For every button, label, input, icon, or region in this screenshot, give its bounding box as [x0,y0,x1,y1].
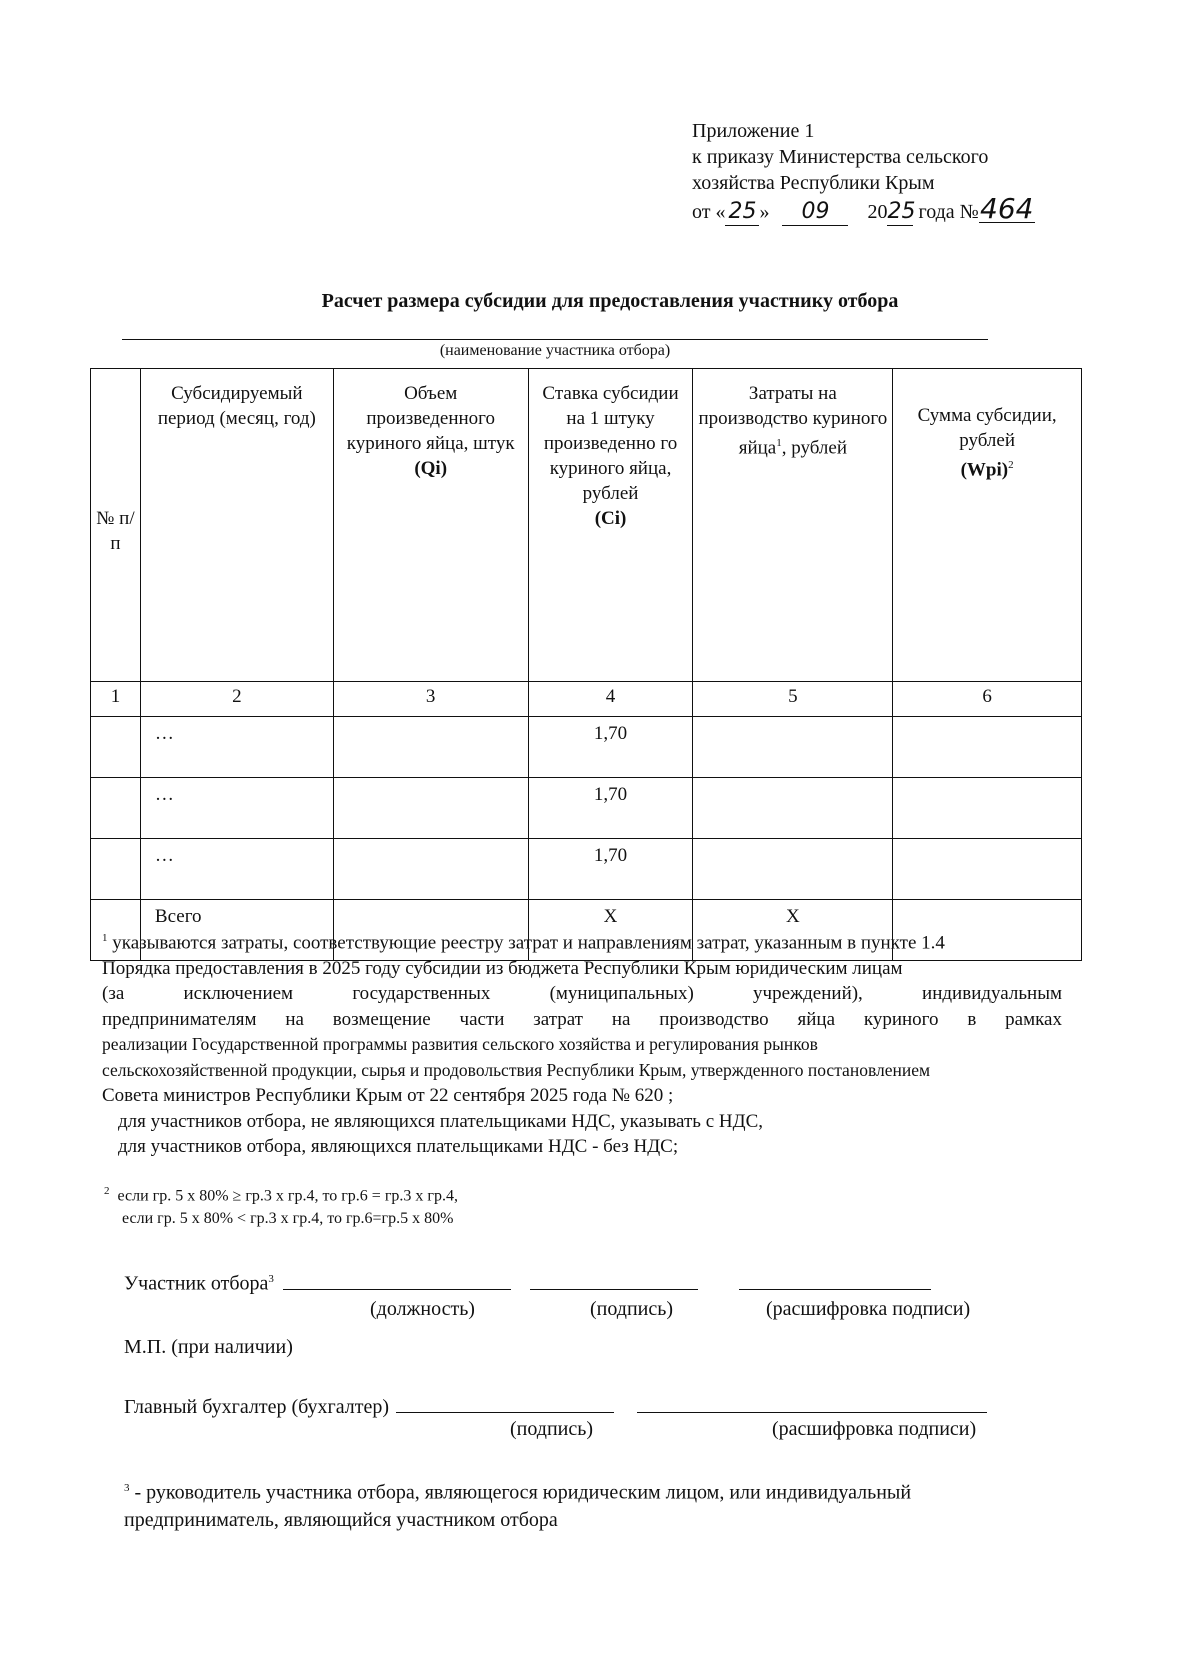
footnote-1-line3: (за исключением государственных (муниципальных) учреждений), индивидуальным [102,983,1062,1005]
footnote-1-line7: Совета министров Республики Крым от 22 сентября 2025 года № 620 ; [102,1085,674,1107]
index-cell: 5 [693,682,893,717]
participant-signature-line [124,1266,931,1297]
handwritten-order-number: 464 [980,192,1034,225]
cell-number [91,717,141,778]
cell-rate: Х [528,900,693,961]
header-costs-tail: , рублей [781,437,847,459]
appendix-line3: хозяйства Республики Крым [692,172,935,194]
handwritten-day: 25 [725,199,759,226]
position-blank [283,1267,511,1290]
table-row [91,778,1082,839]
index-cell: 2 [140,682,333,717]
header-subsidy-sup: 2 [1008,459,1014,471]
footnote-2-text: если гр. 5 х 80% ≥ гр.3 х гр.4, то гр.6 = гр.3 х гр.4, [117,1187,458,1205]
footnote-1-line4: предпринимателям на возмещение части затрат на производство яйца куриного в рамках [102,1008,1062,1030]
quote-close: » [759,201,770,223]
table-row [91,717,1082,778]
year-label: года № [918,201,979,223]
appendix-line2: к приказу Министерства сельского [692,146,989,168]
cell-volume [333,839,528,900]
index-cell: 3 [333,682,528,717]
cell-rate: 1,70 [528,717,693,778]
footnote-3-line2: предприниматель, являющийся участником отбора [124,1508,558,1531]
stamp-label: М.П. (при наличии) [124,1336,293,1358]
appendix-date-line [692,192,1035,226]
footnote-3-text: - руководитель участника отбора, являющегося юридическим лицом, или индивидуальный [129,1481,912,1504]
cell-costs [693,778,893,839]
position-caption: (должность) [370,1298,475,1320]
accountant-signature-line [124,1390,987,1420]
cell-volume [333,778,528,839]
footnote-1-line8: для участников отбора, не являющихся плательщиками НДС, указывать с НДС, [118,1110,763,1132]
footnote-2-line2: если гр. 5 х 80% < гр.3 х гр.4, то гр.6=гр.5 х 80% [122,1210,454,1228]
footnote-3-line1 [124,1475,1124,1507]
cell-rate: 1,70 [528,839,693,900]
header-costs [693,369,893,682]
footnote-1-line5: реализации Государственной программы развития сельского хозяйства и регулирования рынков [102,1034,818,1055]
header-rate-text: Ставка субсидии на 1 штуку произведенно го куриного яйца, рублей [542,383,679,504]
handwritten-month: 09 [782,199,848,226]
cell-period: … [140,778,333,839]
header-number: № п/п [91,369,141,682]
footnote-1-text: указываются затраты, соответствующие реестру затрат и направлениям затрат, указанным в пункте 1.4 [112,932,945,954]
cell-costs [693,839,893,900]
header-costs-text: Затраты на производство куриного яйца [698,383,888,459]
cell-subsidy [893,717,1082,778]
date-prefix: от « [692,201,726,223]
cell-period: … [140,717,333,778]
cell-costs: Х [693,900,893,961]
table-header-row [91,369,1082,682]
signature-blank [530,1267,698,1290]
header-costs-sup: 1 [776,437,782,449]
cell-period: … [140,839,333,900]
header-volume [333,369,528,682]
cell-volume [333,717,528,778]
cell-number [91,778,141,839]
signature-caption: (подпись) [590,1298,674,1320]
accountant-signature-blank [396,1390,614,1413]
cell-rate: 1,70 [528,778,693,839]
footnote-2 [104,1180,458,1230]
header-volume-text: Объем произведенного куриного яйца, штук [346,383,515,454]
appendix-header [692,118,1035,226]
document-title: Расчет размера субсидии для предоставления участнику отбора [321,290,899,312]
footnote-3 [124,1475,1124,1534]
participant-label: Участник отбора [124,1272,269,1295]
cell-subsidy [893,839,1082,900]
header-subsidy [893,369,1082,682]
header-rate [528,369,693,682]
participant-sup: 3 [268,1273,274,1285]
footnote-3-sup: 3 [124,1482,130,1494]
handwritten-year: 25 [887,199,916,224]
footnote-1-line9: для участников отбора, являющихся плательщиками НДС - без НДС; [118,1136,679,1158]
index-cell: 1 [91,682,141,717]
header-volume-symbol: (Qi) [414,458,448,479]
index-cell: 4 [528,682,693,717]
index-cell: 6 [893,682,1082,717]
subsidy-calculation-table [90,368,1082,961]
footnote-2-sup: 2 [104,1185,110,1197]
header-subsidy-symbol: (Wpi) [960,459,1009,481]
cell-number [91,839,141,900]
footnote-1-line1 [102,926,1152,956]
accountant-decoding-caption: (расшифровка подписи) [772,1418,977,1440]
year-prefix: 20 [867,201,888,223]
cell-total-label: Всего [140,900,333,961]
decoding-blank [739,1267,931,1290]
decoding-caption: (расшифровка подписи) [766,1298,971,1320]
header-rate-symbol: (Ci) [594,508,627,529]
table-index-row [91,682,1082,717]
cell-costs [693,717,893,778]
accountant-label: Главный бухгалтер (бухгалтер) [124,1396,390,1418]
appendix-line1: Приложение 1 [692,120,815,142]
accountant-decoding-blank [637,1390,987,1413]
participant-name-line [122,339,988,340]
header-subsidy-text: Сумма субсидии, рублей [917,405,1057,451]
participant-name-caption: (наименование участника отбора) [439,342,671,359]
header-period: Субсидируемый период (месяц, год) [140,369,333,682]
table-row [91,839,1082,900]
cell-subsidy [893,778,1082,839]
footnote-1-sup: 1 [102,932,108,944]
footnote-1-line6: сельскохозяйственной продукции, сырья и продовольствия Республики Крым, утвержденного постановлением [102,1059,931,1080]
footnote-1 [102,926,1152,1160]
footnote-1-line2: Порядка предоставления в 2025 году субсидии из бюджета Республики Крым юридическим лицам [102,957,903,979]
footnote-2-line1 [104,1180,458,1207]
accountant-signature-caption: (подпись) [510,1418,594,1440]
